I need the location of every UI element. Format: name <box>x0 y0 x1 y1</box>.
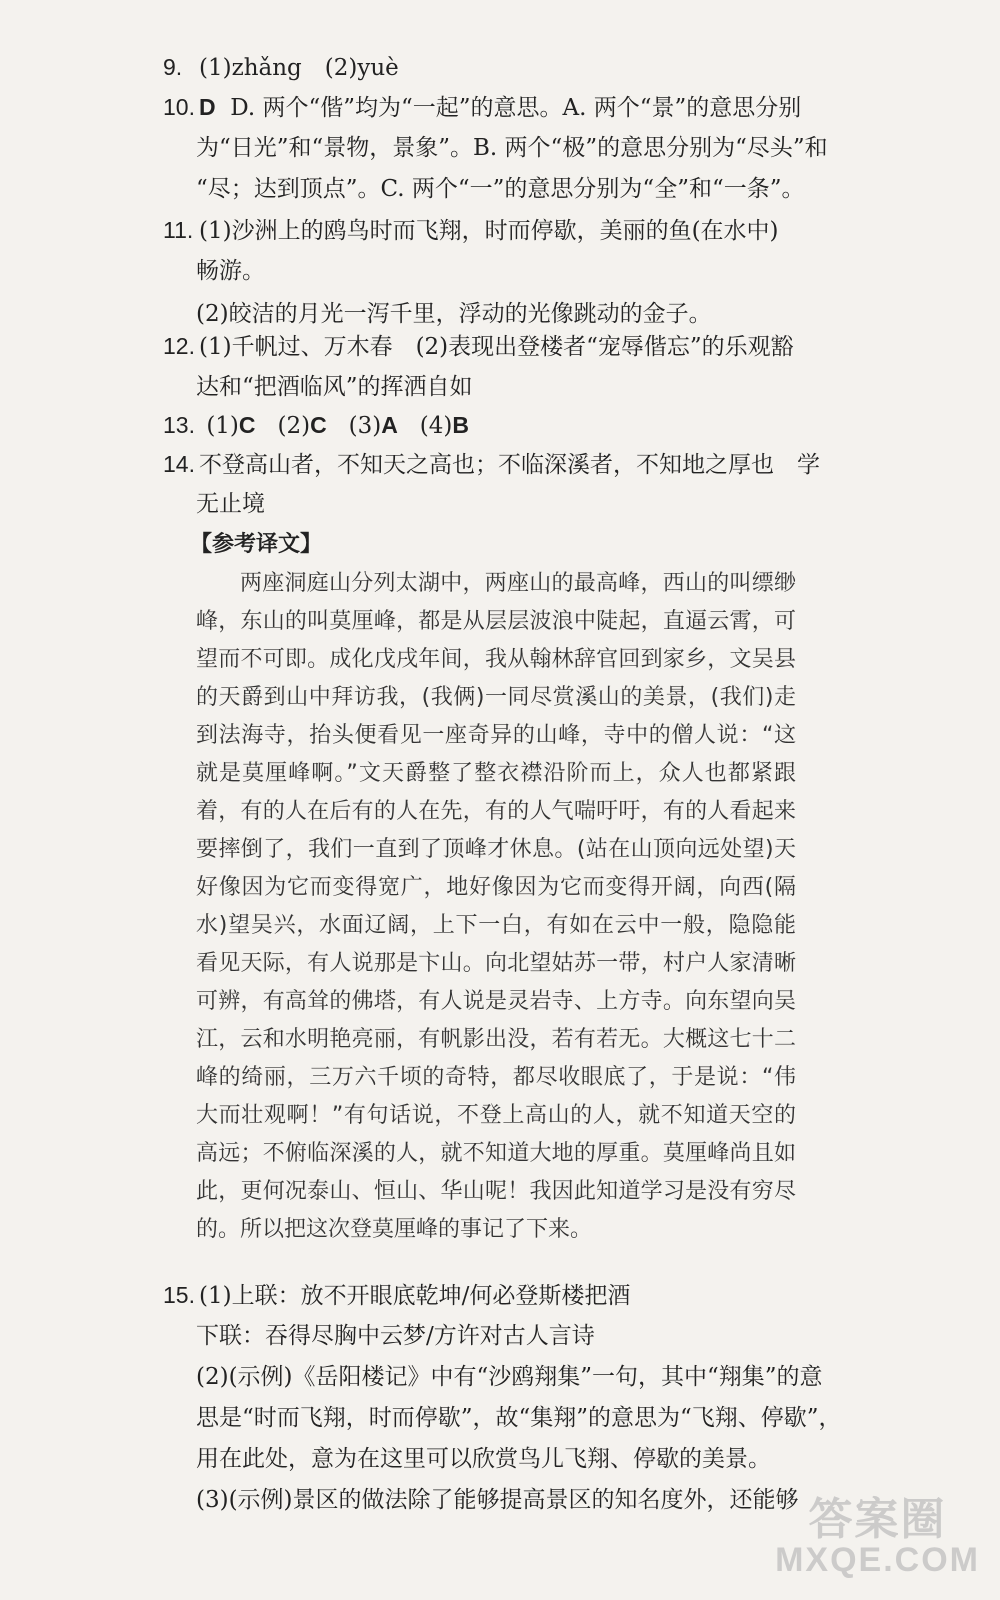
q12 <box>163 331 794 362</box>
q10-choice: D <box>199 94 216 120</box>
q13-part-label: (3) <box>348 413 382 439</box>
q9-number: 9. <box>163 54 183 80</box>
watermark-cn: 答案圈 <box>808 1495 947 1544</box>
q15-number: 15. <box>163 1282 195 1308</box>
q14-line: 不登高山者，不知天之高也；不临深溪者，不知地之厚也 学 <box>199 452 820 478</box>
q9 <box>163 52 399 83</box>
q13-part-label: (1) <box>206 413 239 439</box>
reference-translation-text: 两座洞庭山分列太湖中，两座山的最高峰，西山的叫缥缈峰，东山的叫莫厘峰，都是从层层波浪中陡起，直逼云霄，可望而不可即。成化戊戌年间，我从翰林辞官回到家乡，文吴县的天爵到山中拜访我，(我俩)一同尽赏溪山的美景，(我们)走到法海寺，抬头便看见一座奇异的山峰，寺中的僧人说：“这就是莫厘峰啊。”文天爵整了整衣襟沿阶而上，众人也都紧跟着，有的人在后有的人在先，有的人气喘吁吁，有的人看起来要摔倒了，我们一直到了顶峰才休息。(站在山顶向远处望)天好像因为它而变得宽广，地好像因为它而变得开阔，向西(隔水)望吴兴，水面辽阔，上下一白，有如在云中一般，隐隐能看见天际，有人说那是卞山。向北望姑苏一带，村户人家清晰可辨，有高耸的佛塔，有人说是灵岩寺、上方寺。向东望向吴江，云和水明艳亮丽，有帆影出没，若有若无。大概这七十二峰的绮丽，三万六千顷的奇特，都尽收眼底了，于是说：“伟大而壮观啊！”有句话说，不登上高山的人，就不知道天空的高远；不俯临深溪的人，就不知道大地的厚重。莫厘峰尚且如此，更何况泰山、恒山、华山呢！我因此知道学习是没有穷尽的。所以把这次登莫厘峰的事记了下来。 <box>196 571 796 1242</box>
q13-part-label: (2) <box>277 413 311 439</box>
q10-line: “尽；达到顶点”。C. 两个“一”的意思分别为“全”和“一条”。 <box>196 176 805 202</box>
q12-number: 12. <box>163 333 195 359</box>
q10 <box>163 92 801 123</box>
q14-number: 14. <box>163 451 195 477</box>
q13-answer: C <box>238 412 256 438</box>
q13-number: 13. <box>163 412 195 438</box>
site-watermark <box>775 1483 980 1580</box>
q14-line: 无止境 <box>196 491 265 517</box>
reference-translation <box>196 565 796 1249</box>
q15-line: 思是“时而飞翔，时而停歇”，故“集翔”的意思为“飞翔、停歇”， <box>196 1405 842 1431</box>
q15-line: (2)(示例)《岳阳楼记》中有“沙鸥翔集”一句，其中“翔集”的意 <box>196 1364 823 1390</box>
q15-line: 用在此处，意为在这里可以欣赏鸟儿飞翔、停歇的美景。 <box>196 1446 771 1472</box>
q15 <box>163 1280 630 1311</box>
q15-line: 下联：吞得尽胸中云梦/方许对古人言诗 <box>196 1323 595 1349</box>
reference-translation-title: 【参考译文】 <box>190 532 323 557</box>
q15-line: (3)(示例)景区的做法除了能够提高景区的知名度外，还能够 <box>196 1487 799 1513</box>
q13 <box>163 410 469 441</box>
q10-number: 10. <box>163 94 195 120</box>
q11-line: 畅游。 <box>196 258 265 284</box>
q9-answer: (1)zhǎng (2)yuè <box>199 55 399 81</box>
q13-part-label: (4) <box>419 413 453 439</box>
q11-number: 11. <box>163 217 194 243</box>
q10-line: D. 两个“偕”均为“一起”的意思。A. 两个“景”的意思分别 <box>230 95 802 121</box>
q13-answer: C <box>310 412 327 438</box>
q11-line: (1)沙洲上的鸥鸟时而飞翔，时而停歇，美丽的鱼(在水中) <box>199 218 779 244</box>
q11 <box>163 215 779 246</box>
q10-line: 为“日光”和“景物，景象”。B. 两个“极”的意思分别为“尽头”和 <box>196 135 828 161</box>
q12-line: (1)千帆过、万木春 (2)表现出登楼者“宠辱偕忘”的乐观豁 <box>199 334 794 360</box>
q14 <box>163 449 820 480</box>
q15-line: (1)上联：放不开眼底乾坤/何必登斯楼把酒 <box>199 1283 631 1309</box>
q13-answer: B <box>452 412 469 438</box>
watermark-en: MXQE.COM <box>775 1541 980 1579</box>
q12-line: 达和“把酒临风”的挥洒自如 <box>196 374 473 400</box>
q11-line: (2)皎洁的月光一泻千里，浮动的光像跳动的金子。 <box>196 301 712 327</box>
q13-answer: A <box>381 412 398 438</box>
